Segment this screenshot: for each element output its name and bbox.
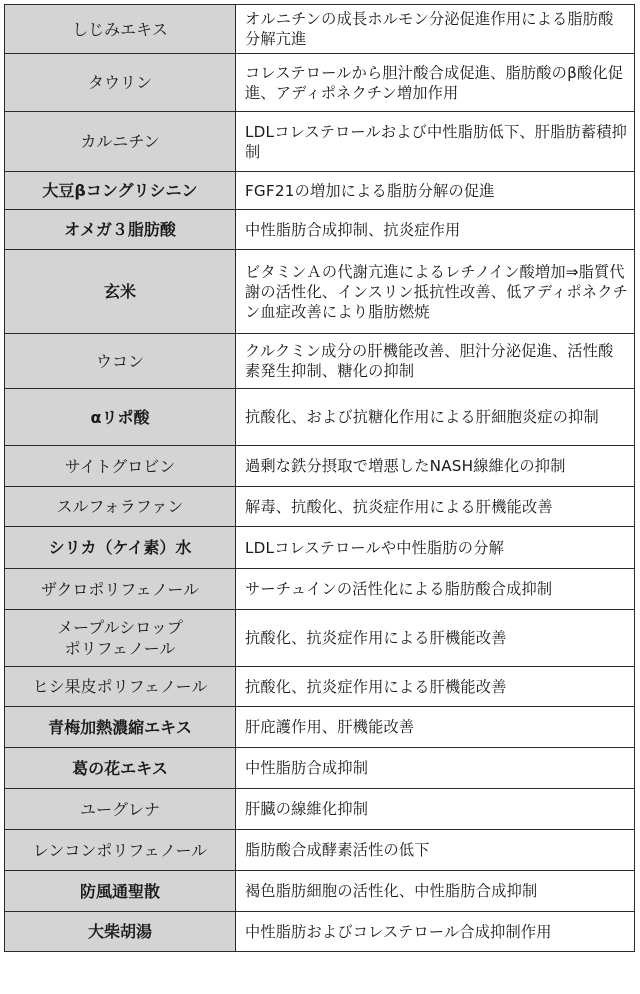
- effect-description-cell: 過剰な鉄分摂取で増悪したNASH線維化の抑制: [236, 446, 635, 487]
- table-row: [5, 667, 635, 707]
- ingredient-name-cell: しじみエキス: [5, 5, 236, 54]
- effect-description-cell: 褐色脂肪細胞の活性化、中性脂肪合成抑制: [236, 871, 635, 912]
- table-row: [5, 250, 635, 334]
- effect-description-cell: 中性脂肪およびコレステロール合成抑制作用: [236, 912, 635, 952]
- effect-description-cell: 中性脂肪合成抑制: [236, 748, 635, 789]
- table-row: [5, 569, 635, 610]
- ingredient-name-cell: ウコン: [5, 334, 236, 389]
- table-row: [5, 527, 635, 569]
- effect-description-cell: FGF21の増加による脂肪分解の促進: [236, 172, 635, 210]
- table-container: [4, 4, 634, 952]
- table-row: [5, 830, 635, 871]
- table-row: [5, 210, 635, 250]
- ingredient-name-cell: カルニチン: [5, 112, 236, 172]
- ingredient-name-cell: 玄米: [5, 250, 236, 334]
- effect-description-cell: 抗酸化、抗炎症作用による肝機能改善: [236, 667, 635, 707]
- table-row: [5, 112, 635, 172]
- effect-description-cell: LDLコレステロールおよび中性脂肪低下、肝脂肪蓄積抑制: [236, 112, 635, 172]
- ingredient-name-cell: ヒシ果皮ポリフェノール: [5, 667, 236, 707]
- effect-description-cell: 抗酸化、抗炎症作用による肝機能改善: [236, 610, 635, 667]
- effect-description-cell: 中性脂肪合成抑制、抗炎症作用: [236, 210, 635, 250]
- ingredient-name-cell: 大柴胡湯: [5, 912, 236, 952]
- ingredient-name-cell: 青梅加熱濃縮エキス: [5, 707, 236, 748]
- effect-description-cell: 肝庇護作用、肝機能改善: [236, 707, 635, 748]
- ingredient-name-cell: シリカ（ケイ素）水: [5, 527, 236, 569]
- effect-description-cell: 抗酸化、および抗糖化作用による肝細胞炎症の抑制: [236, 389, 635, 446]
- effect-description-cell: オルニチンの成長ホルモン分泌促進作用による脂肪酸分解亢進: [236, 5, 635, 54]
- ingredient-name-cell: ユーグレナ: [5, 789, 236, 830]
- table-row: [5, 5, 635, 54]
- table-row: [5, 389, 635, 446]
- table-row: [5, 748, 635, 789]
- ingredient-name-cell: 葛の花エキス: [5, 748, 236, 789]
- ingredient-name-cell: タウリン: [5, 54, 236, 112]
- effect-description-cell: ビタミンＡの代謝亢進によるレチノイン酸増加⇒脂質代謝の活性化、インスリン抵抗性改善、低アディポネクチン血症改善により脂肪燃焼: [236, 250, 635, 334]
- effect-description-cell: クルクミン成分の肝機能改善、胆汁分泌促進、活性酸素発生抑制、糖化の抑制: [236, 334, 635, 389]
- effect-description-cell: 肝臓の線維化抑制: [236, 789, 635, 830]
- table-row: [5, 707, 635, 748]
- table-row: [5, 334, 635, 389]
- table-row: [5, 487, 635, 527]
- effect-description-cell: コレステロールから胆汁酸合成促進、脂肪酸のβ酸化促進、アディポネクチン増加作用: [236, 54, 635, 112]
- ingredient-name-cell: 大豆βコングリシニン: [5, 172, 236, 210]
- table-body: [5, 5, 635, 952]
- table-row: [5, 446, 635, 487]
- ingredient-name-cell: 防風通聖散: [5, 871, 236, 912]
- effect-description-cell: サーチュインの活性化による脂肪酸合成抑制: [236, 569, 635, 610]
- effect-description-cell: 脂肪酸合成酵素活性の低下: [236, 830, 635, 871]
- ingredient-name-cell: スルフォラファン: [5, 487, 236, 527]
- ingredient-name-cell: レンコンポリフェノール: [5, 830, 236, 871]
- ingredient-effects-table: [4, 4, 635, 952]
- ingredient-name-cell: サイトグロビン: [5, 446, 236, 487]
- ingredient-name-cell: αリポ酸: [5, 389, 236, 446]
- table-row: [5, 610, 635, 667]
- table-row: [5, 172, 635, 210]
- effect-description-cell: LDLコレステロールや中性脂肪の分解: [236, 527, 635, 569]
- ingredient-name-cell: ザクロポリフェノール: [5, 569, 236, 610]
- table-row: [5, 789, 635, 830]
- ingredient-name-cell: メープルシロップ ポリフェノール: [5, 610, 236, 667]
- table-row: [5, 54, 635, 112]
- ingredient-name-cell: オメガ３脂肪酸: [5, 210, 236, 250]
- table-row: [5, 912, 635, 952]
- effect-description-cell: 解毒、抗酸化、抗炎症作用による肝機能改善: [236, 487, 635, 527]
- table-row: [5, 871, 635, 912]
